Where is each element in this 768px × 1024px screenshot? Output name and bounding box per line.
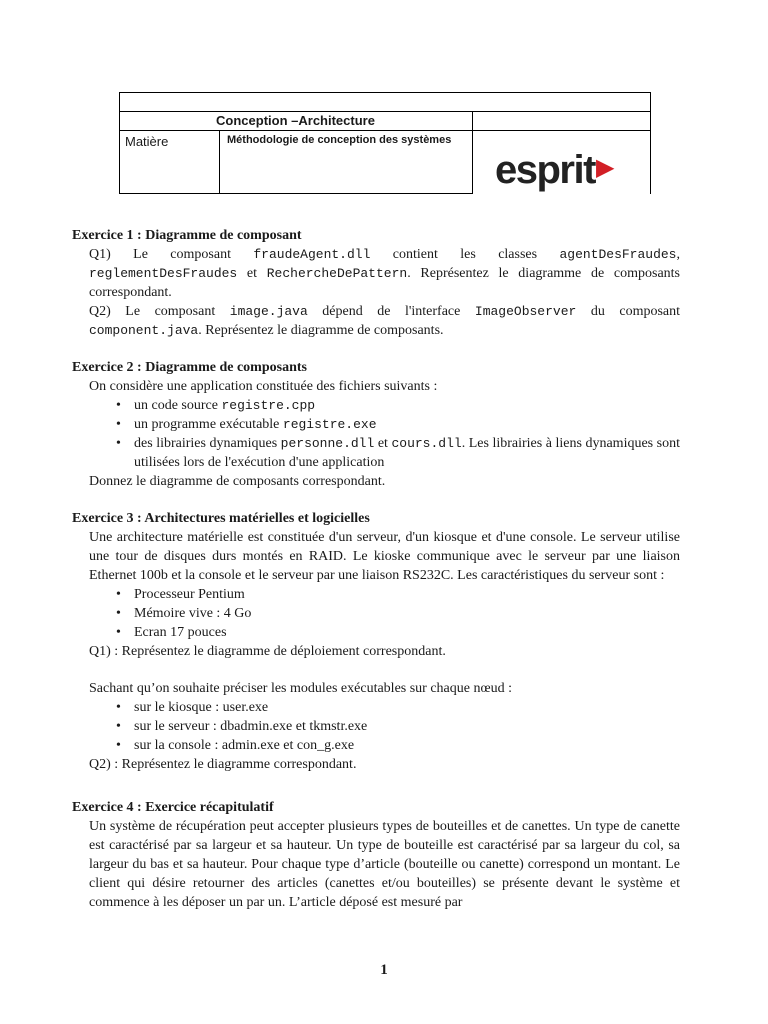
code: fraudeAgent.dll (253, 247, 371, 262)
subject-value-cell (219, 130, 473, 194)
modules-list (72, 698, 680, 755)
text: . Représentez le diagramme de composants correspondant. (89, 266, 680, 300)
subject-label: Matière (125, 134, 169, 149)
code: reglementDesFraudes (89, 266, 238, 281)
list-item: • sur le kiosque : user.exe (134, 698, 680, 717)
code: personne.dll (280, 436, 375, 451)
text: des librairies dynamiques (134, 436, 281, 451)
exercise-2-title: Exercice 2 : Diagramme de composants (72, 360, 307, 375)
server-specs-list (72, 585, 680, 642)
exercise-2-intro: On considère une application constituée des fichiers suivants : (89, 379, 438, 394)
code: ImageObserver (474, 304, 577, 319)
exercise-4-title: Exercice 4 : Exercice récapitulatif (72, 800, 274, 815)
header-empty-row (119, 92, 651, 112)
logo-triangle-icon: ▶ (595, 154, 613, 181)
list-item (134, 434, 680, 472)
text: et (374, 436, 392, 451)
code: cours.dll (391, 436, 462, 451)
list-item (134, 396, 680, 415)
list-item (134, 415, 680, 434)
logo-text: esprit (495, 148, 595, 192)
list-item: • Ecran 17 pouces (134, 623, 680, 642)
code: image.java (229, 304, 308, 319)
exercise-2-outro: Donnez le diagramme de composants correspondant. (89, 474, 386, 489)
code: agentDesFraudes (559, 247, 677, 262)
text: contient les classes (370, 247, 560, 262)
text: . Représentez le diagramme de composants. (198, 323, 444, 338)
file-list (72, 396, 680, 472)
list-item: • Mémoire vive : 4 Go (134, 604, 680, 623)
esprit-logo (495, 148, 613, 190)
exercise-3-intro: Une architecture matérielle est constituée d'un serveur, d'un kiosque et d'une console. Le serveur utilise une tour de disques durs montés en RAID. Le kioske communique avec le serveur par une liaison Ethernet 100b et la console et le serveur par une liaison RS232C. Les caractéristiques du serveur sont : (89, 530, 680, 583)
exercise-1-title: Exercice 1 : Diagramme de composant (72, 228, 302, 243)
subject-label-cell (119, 130, 220, 194)
exercise-1-q1 (89, 245, 680, 302)
text: dépend de l'interface (307, 304, 475, 319)
exercise-3-intro2: Sachant qu’on souhaite préciser les modules exécutables sur chaque nœud : (89, 681, 512, 696)
title-right-cell (472, 111, 651, 131)
text: Q2) Le composant (89, 304, 230, 319)
exercise-content (72, 226, 680, 912)
text: un programme exécutable (134, 417, 283, 432)
text: et (237, 266, 267, 281)
text: un code source (134, 398, 222, 413)
list-item: • sur le serveur : dbadmin.exe et tkmstr.exe (134, 717, 680, 736)
text: du composant (576, 304, 681, 319)
text: , (676, 247, 680, 262)
list-item: • sur la console : admin.exe et con_g.exe (134, 736, 680, 755)
exercise-3-q1: Q1) : Représentez le diagramme de déploiement correspondant. (89, 644, 446, 659)
document-title: Conception –Architecture (216, 113, 375, 128)
exercise-1-q2 (89, 302, 680, 340)
exercise-4-body: Un système de récupération peut accepter plusieurs types de bouteilles et de canettes. Un type de canette est caractérisé par sa largeur et sa hauteur. Un type de bouteille est caractérisé par sa largeur du col, sa largeur du bas et sa hauteur. Pour chaque type d’article (bouteille ou canette) correspond un montant. Le client qui désire retourner des articles (canettes et/ou bouteilles) se présente devant le système et commence à les déposer un par un. L’article déposé est mesuré par (89, 819, 680, 910)
code: registre.cpp (221, 398, 316, 413)
exercise-3-title: Exercice 3 : Architectures matérielles et logicielles (72, 511, 370, 526)
text: Q1) Le composant (89, 247, 254, 262)
code: RechercheDePattern (266, 266, 408, 281)
subject-value: Méthodologie de conception des systèmes (227, 134, 452, 146)
code: registre.exe (282, 417, 377, 432)
exercise-3-q2: Q2) : Représentez le diagramme correspondant. (89, 757, 357, 772)
page-number: 1 (380, 962, 388, 978)
text: . Les librairies à liens dynamiques sont utilisées lors de l'exécution d'une application (134, 436, 680, 470)
list-item: • Processeur Pentium (134, 585, 680, 604)
code: component.java (89, 323, 199, 338)
